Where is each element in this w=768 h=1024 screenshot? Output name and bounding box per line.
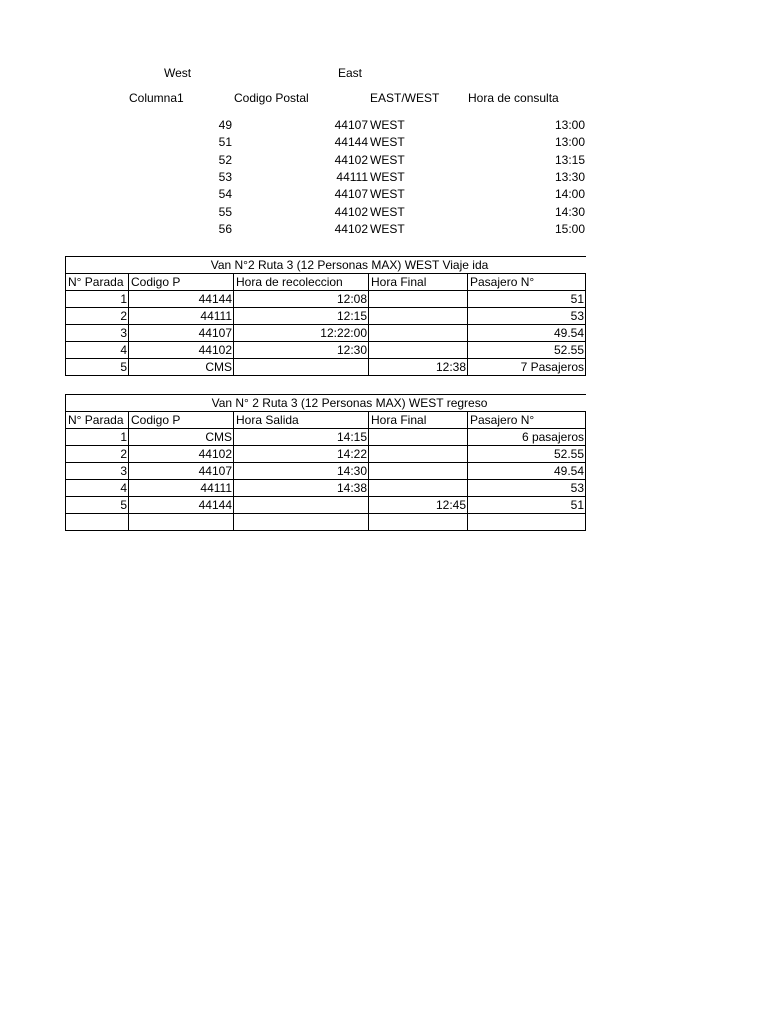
table-cell: 14:15	[234, 429, 369, 446]
summary-col1: 55	[218, 205, 232, 219]
table-cell: 52.55	[468, 342, 586, 359]
table-cell: 4	[66, 342, 129, 359]
summary-zip: 44107	[334, 187, 368, 201]
table-cell: 12:08	[234, 291, 369, 308]
table-row	[66, 342, 586, 359]
table-cell	[234, 514, 369, 531]
table-cell: 4	[66, 480, 129, 497]
table-cell	[369, 446, 468, 463]
header-hora-consulta: Hora de consulta	[468, 91, 559, 105]
column-header: Pasajero N°	[468, 274, 586, 291]
header-east-west: EAST/WEST	[370, 91, 440, 105]
table-cell: 49.54	[468, 325, 586, 342]
summary-direction: WEST	[370, 118, 405, 132]
summary-direction: WEST	[370, 205, 405, 219]
summary-hora: 13:00	[554, 135, 585, 149]
table-row	[66, 463, 586, 480]
summary-hora: 13:00	[554, 118, 585, 132]
table-cell	[369, 325, 468, 342]
table-row	[66, 497, 586, 514]
table-cell: 49.54	[468, 463, 586, 480]
table-cell: 44144	[129, 497, 234, 514]
summary-hora: 14:00	[554, 187, 585, 201]
region-west-label: West	[164, 66, 192, 80]
table-row	[66, 480, 586, 497]
summary-col1: 52	[218, 153, 232, 167]
table-cell: 44111	[129, 308, 234, 325]
table-cell: 3	[66, 325, 129, 342]
table-cell: 44144	[129, 291, 234, 308]
table-cell: 14:38	[234, 480, 369, 497]
table-cell: 2	[66, 446, 129, 463]
table-row	[66, 325, 586, 342]
table-cell: 12:22:00	[234, 325, 369, 342]
table-row	[66, 359, 586, 376]
summary-col1: 54	[218, 187, 232, 201]
table-cell: 14:22	[234, 446, 369, 463]
table-cell	[234, 359, 369, 376]
table-header-row	[66, 274, 586, 291]
table-row	[66, 514, 586, 531]
summary-zip: 44144	[334, 135, 368, 149]
table-cell: 44111	[129, 480, 234, 497]
summary-hora: 13:15	[554, 153, 585, 167]
table-cell	[369, 342, 468, 359]
table-cell	[369, 463, 468, 480]
table-regreso	[65, 394, 586, 531]
table-cell	[369, 514, 468, 531]
summary-direction: WEST	[370, 135, 405, 149]
summary-direction: WEST	[370, 153, 405, 167]
summary-zip: 44107	[334, 118, 368, 132]
table-cell: 2	[66, 308, 129, 325]
column-header: N° Parada	[66, 274, 129, 291]
table-row	[66, 291, 586, 308]
table-cell: 53	[468, 480, 586, 497]
table-cell: 52.55	[468, 446, 586, 463]
summary-zip: 44102	[334, 222, 368, 236]
table-row	[66, 429, 586, 446]
summary-zip: 44102	[334, 153, 368, 167]
table-cell: 51	[468, 291, 586, 308]
table-cell: 6 pasajeros	[468, 429, 586, 446]
table-cell: 44102	[129, 446, 234, 463]
summary-col1: 53	[218, 170, 232, 184]
summary-col1: 51	[218, 135, 232, 149]
table-cell	[129, 514, 234, 531]
column-header: Codigo P	[129, 274, 234, 291]
table-header-row	[66, 412, 586, 429]
summary-hora: 13:30	[554, 170, 585, 184]
column-header: N° Parada	[66, 412, 129, 429]
table-cell	[369, 291, 468, 308]
column-header: Hora de recoleccion	[234, 274, 369, 291]
table-cell: 53	[468, 308, 586, 325]
table-row	[66, 308, 586, 325]
table-cell: 44107	[129, 463, 234, 480]
summary-zip: 44102	[334, 205, 368, 219]
table-cell: 12:15	[234, 308, 369, 325]
table-cell: 7 Pasajeros	[468, 359, 586, 376]
summary-direction: WEST	[370, 170, 405, 184]
table-cell: 44107	[129, 325, 234, 342]
summary-zip: 44111	[336, 170, 368, 184]
column-header: Hora Final	[369, 274, 468, 291]
summary-direction: WEST	[370, 222, 405, 236]
table-cell: 1	[66, 291, 129, 308]
table-cell: 5	[66, 359, 129, 376]
table-cell: 51	[468, 497, 586, 514]
table-cell: 12:45	[369, 497, 468, 514]
table-title-ida: Van N°2 Ruta 3 (12 Personas MAX) WEST Viaje ida	[210, 258, 489, 272]
table-cell: 12:30	[234, 342, 369, 359]
column-header: Hora Final	[369, 412, 468, 429]
table-cell	[369, 429, 468, 446]
table-row	[66, 446, 586, 463]
table-cell: CMS	[129, 359, 234, 376]
table-cell: 5	[66, 497, 129, 514]
table-viaje-ida	[65, 256, 586, 376]
column-header: Pasajero N°	[468, 412, 586, 429]
table-cell	[369, 480, 468, 497]
table-title-regreso: Van N° 2 Ruta 3 (12 Personas MAX) WEST regreso	[211, 396, 488, 410]
table-cell	[66, 514, 129, 531]
table-cell: 12:38	[369, 359, 468, 376]
summary-hora: 15:00	[554, 222, 585, 236]
table-cell	[468, 514, 586, 531]
summary-hora: 14:30	[554, 205, 585, 219]
table-cell: 14:30	[234, 463, 369, 480]
column-header: Hora Salida	[234, 412, 369, 429]
column-header: Codigo P	[129, 412, 234, 429]
header-codigo-postal: Codigo Postal	[234, 91, 309, 105]
table-cell: 1	[66, 429, 129, 446]
region-east-label: East	[338, 66, 363, 80]
summary-direction: WEST	[370, 187, 405, 201]
table-cell: 3	[66, 463, 129, 480]
header-columna1: Columna1	[129, 91, 184, 105]
table-cell	[369, 308, 468, 325]
table-cell: CMS	[129, 429, 234, 446]
table-cell	[234, 497, 369, 514]
table-cell: 44102	[129, 342, 234, 359]
summary-col1: 49	[218, 118, 232, 132]
summary-col1: 56	[218, 222, 232, 236]
